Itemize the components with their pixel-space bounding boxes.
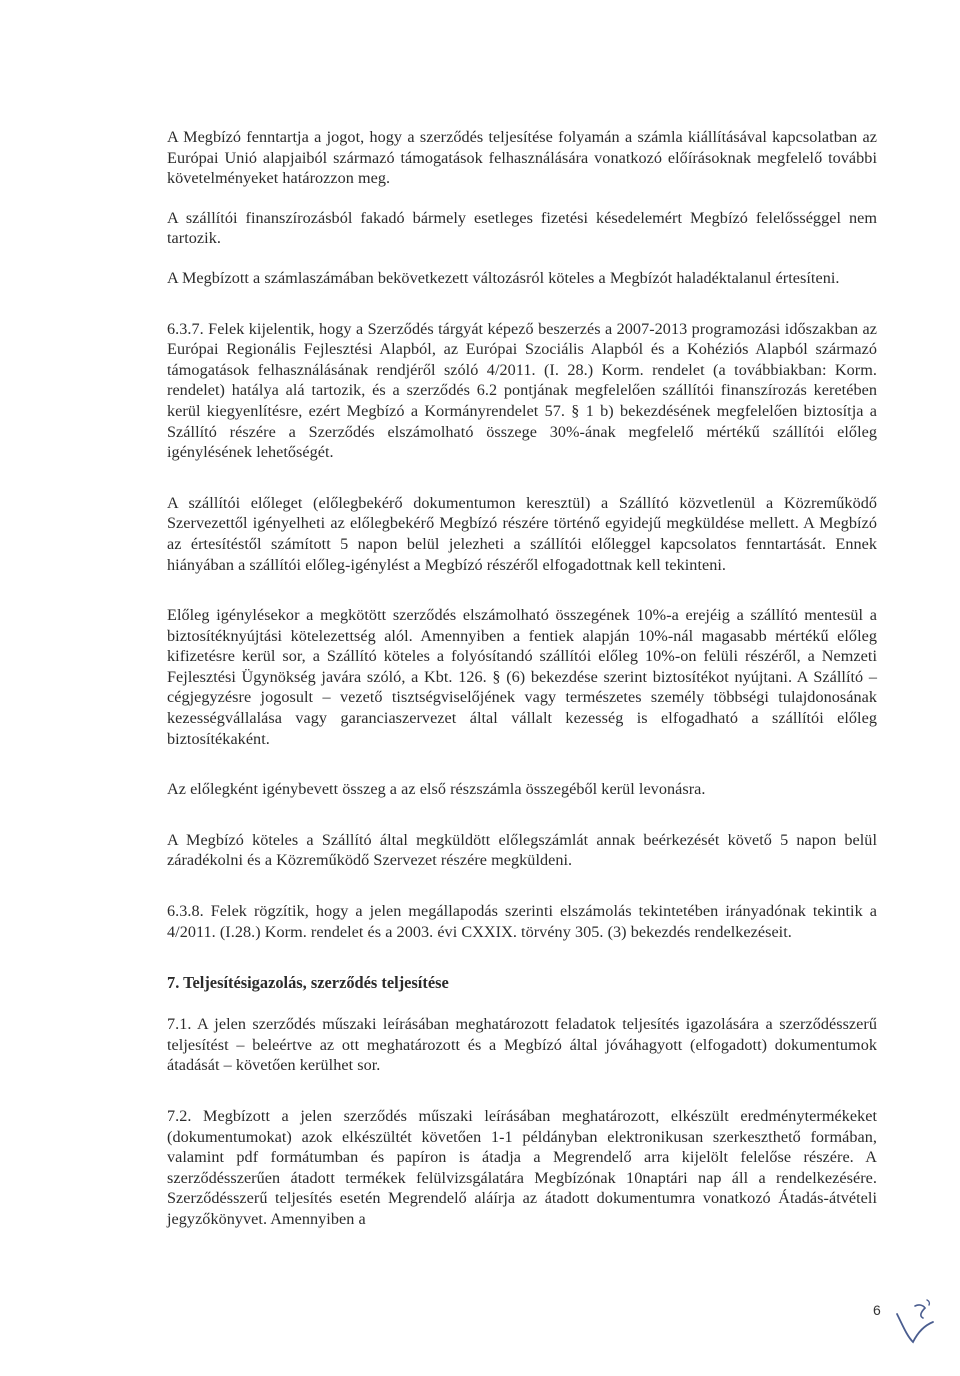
page-number: 6 (873, 1302, 881, 1318)
section-heading: 7. Teljesítésigazolás, szerződés teljesítése (167, 973, 449, 993)
paragraph-payment-delay: A szállítói finanszírozásból fakadó bármely esetleges fizetési késedelemért Megbízó felelősséggel nem tartozik. (167, 208, 877, 248)
paragraph-advance-deduction: Az előlegként igénybevett összeg a az első részszámla összegéből kerül levonásra. (167, 780, 706, 799)
paragraph-invoice-requirements: A Megbízó fenntartja a jogot, hogy a szerződés teljesítése folyamán a számla kiállításával kapcsolatban az Európai Unió alapjaiból származó támogatások felhasználására vonatkozó előírásoknak megfelelő további követelményeket határozzon meg. (167, 128, 877, 188)
paragraph-7-2: 7.2. Megbízott a jelen szerződés műszaki leírásában meghatározott, elkészült eredménytermékeket (dokumentumokat) azok elkészültét követően 1-1 példányban elektronikusan szerkeszthető formában, valamint pdf formátumban és papíron is átadja a Megrendelő arra kijelölt felelőse részére. A szerződésszerűen átadott termékek felülvizsgálatára Megbízónak 10naptári nap áll a rendelkezésére. Szerződésszerű teljesítés esetén Megrendelő aláírja az átadott dokumentumra vonatkozó Átadás-átvételi jegyzőkönyvet. Amennyiben a (167, 1107, 877, 1228)
paragraph-account-change: A Megbízott a számlaszámában bekövetkezett változásról köteles a Megbízót haladéktalanul értesíteni. (167, 268, 840, 287)
paragraph-advance-invoice: A Megbízó köteles a Szállító által megküldött előlegszámlát annak beérkezését követő 5 napon belül záradékolni és a Közreműködő Szervezet részére megküldeni. (167, 830, 877, 870)
paragraph-6-3-8: 6.3.8. Felek rögzítik, hogy a jelen megállapodás szerinti elszámolás tekintetében irányadónak tekintik a 4/2011. (I.28.) Korm. rendelet és a 2003. évi CXXIX. törvény 305. (3) bekezdés rendelkezéseit. (167, 902, 877, 941)
paragraph-advance-request: A szállítói előleget (előlegbekérő dokumentumon keresztül) a Szállító közvetlenül a Közreműködő Szervezettől igényelheti az előlegbekérő Megbízó részére történő egyidejű megküldése mellett. A Megbízó az értesítéstől számított 5 napon belül jelezheti a szállítói előleggel kapcsolatos fenntartását. Ennek hiányában a szállítói előleg-igénylést a Megbízó részéről elfogadottnak kell tekinteni. (167, 493, 877, 574)
paragraph-6-3-7: 6.3.7. Felek kijelentik, hogy a Szerződés tárgyát képező beszerzés a 2007-2013 programozási időszakban az Európai Regionális Fejlesztési Alapból, az Európai Szociális Alapból és a Kohéziós Alapból származó támogatások felhasználásának rendjéről szóló 4/2011. (I. 28.) Korm. rendelet (a továbbiakban: Korm. rendelet) hatálya alá tartozik, és a szerződés 6.2 pontjának megfelelően szállítói finanszírozás keretében kerül kiegyenlítésre, ezért Megbízó a Kormányrendelet 57. § 1 b) bekezdésének megfelelően biztosítja a Szállító részére a Szerződés elszámolható összege 30%-ának megfelelő mértékű szállítói előleg igénylésének lehetőségét. (167, 319, 877, 462)
paragraph-7-1: 7.1. A jelen szerződés műszaki leírásában meghatározott feladatok teljesítés igazolására a szerződésszerű teljesítést – beleértve az ott meghatározott és a Megbízó által jóváhagyott (elfogadott) dokumentumok átadását – követően kerülhet sor. (167, 1015, 877, 1075)
paragraph-advance-guarantee: Előleg igénylésekor a megkötött szerződés elszámolható összegének 10%-a erejéig a szállító mentesül a biztosítéknyújtási kötelezettség alól. Amennyiben a fentiek alapján 10%-nál magasabb mértékű előleg kifizetésre kerül sor, a Szállító köteles a folyósítandó szállítói előleg 10%-on felüli részéről, a Nemzeti Fejlesztési Ügynökség javára szóló, a Kbt. 126. § (6) bekezdése szerint biztosítékot nyújtani. A Szállító – cégjegyzésre jogosult – vezető tisztségviselőjének vagy természetes személy többségi tulajdonosának kezességvállalása vagy garanciaszervezet által vállalt kezesség is elfogadható a szállítói előleg biztosítékaként. (167, 606, 877, 748)
handwritten-initials-icon (893, 1296, 941, 1348)
document-page (167, 127, 877, 1249)
